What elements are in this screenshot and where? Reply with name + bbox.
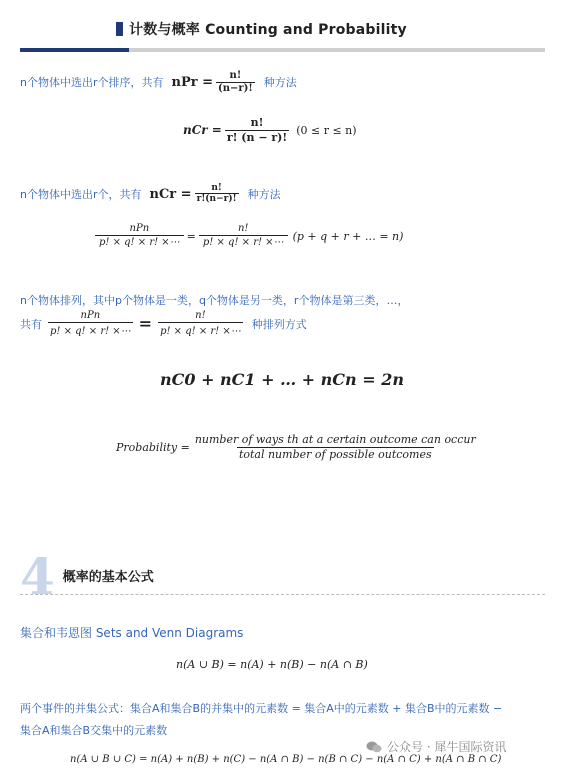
fraction-numerator: n! <box>237 223 249 234</box>
fraction-denominator: r! (n − r)! <box>226 130 288 144</box>
arrangement-description: n个物体排列，其中p个物体是一类，q个物体是另一类，r个物体是第三类，…， <box>20 294 409 307</box>
page-header <box>116 18 407 40</box>
fraction-denominator: p! × q! × r! ×⋯ <box>48 322 133 338</box>
probability-formula <box>116 434 481 461</box>
fraction-denominator: total number of possible outcomes <box>238 447 432 461</box>
permutation-symbol: nPr = <box>171 74 213 90</box>
permutation-text: n个物体中选出r个排序，共有 <box>20 76 164 90</box>
union-two-formula: n(A ∪ B) = n(A) + n(B) − n(A ∩ B) <box>176 658 368 671</box>
combination-text: n个物体中选出r个，共有 <box>20 188 142 202</box>
fraction-denominator: r!(n−r)! <box>196 194 237 205</box>
section-title: 概率的基本公式 <box>62 570 154 585</box>
section-heading <box>20 547 154 606</box>
fraction-denominator: p! × q! × r! ×⋯ <box>158 322 243 338</box>
sum-identity: nC0 + nC1 + … + nCn = 2n <box>160 370 404 389</box>
wechat-icon <box>366 741 382 753</box>
section-divider <box>20 594 545 595</box>
combination-fraction <box>225 117 289 144</box>
fraction-numerator: nPn <box>129 223 150 234</box>
fraction-numerator: n! <box>229 70 242 81</box>
union-description-line2: 集合A和集合B交集中的元素数 <box>20 724 168 737</box>
combination-line-fraction <box>195 183 239 205</box>
fraction-numerator: nPn <box>80 310 101 321</box>
page-title: 计数与概率 Counting and Probability <box>129 22 407 38</box>
equals-sign: = <box>186 229 196 243</box>
header-rule <box>129 48 545 52</box>
multinomial-fraction-right <box>199 223 288 250</box>
combination-symbol: nCr = <box>149 186 192 202</box>
arrangement-suffix: 种排列方式 <box>251 317 307 331</box>
header-rule-accent <box>20 48 129 52</box>
fraction-denominator: p! × q! × r! ×⋯ <box>199 235 288 250</box>
sets-heading: 集合和韦恩图 Sets and Venn Diagrams <box>20 626 244 640</box>
combination-definition <box>183 117 357 144</box>
arrangement-fraction-left <box>48 310 133 338</box>
fraction-numerator: n! <box>250 116 264 129</box>
fraction-numerator: n! <box>211 183 222 193</box>
watermark <box>366 738 506 755</box>
section-number: 4 <box>20 547 55 606</box>
permutation-suffix: 种方法 <box>263 76 297 90</box>
multinomial-fraction-left <box>95 223 184 250</box>
probability-fraction <box>193 434 478 461</box>
union-three-formula: n(A ∪ B ∪ C) = n(A) + n(B) + n(C) − n(A ∩ B) − n(B ∩ C) − n(A ∩ C) + n(A ∩ B ∩ C) <box>70 754 502 765</box>
watermark-text: 公众号 · 犀牛国际资讯 <box>387 740 507 754</box>
combination-suffix: 种方法 <box>247 188 281 202</box>
arrangement-line <box>20 310 307 338</box>
arrangement-fraction-right <box>158 310 243 338</box>
fraction-denominator: p! × q! × r! ×⋯ <box>95 235 184 250</box>
permutation-fraction <box>216 70 255 95</box>
fraction-numerator: n! <box>195 310 206 321</box>
arrangement-prefix: 共有 <box>20 317 42 331</box>
probability-lhs: Probability = <box>116 440 190 454</box>
combination-lhs: nCr = <box>183 123 222 138</box>
fraction-numerator: number of ways th at a certain outcome can occur <box>194 433 476 446</box>
multinomial-equation <box>92 223 403 250</box>
combination-line <box>20 183 281 205</box>
multinomial-condition: (p + q + r + … = n) <box>292 229 404 243</box>
union-description-line1: 两个事件的并集公式：集合A和集合B的并集中的元素数 = 集合A中的元素数 + 集合B中的元素数 − <box>20 702 503 715</box>
header-accent-bar <box>116 22 123 36</box>
combination-condition: (0 ≤ r ≤ n) <box>296 123 357 137</box>
fraction-denominator: (n−r)! <box>218 82 253 94</box>
equals-sign: = <box>138 314 153 334</box>
permutation-line <box>20 70 297 95</box>
